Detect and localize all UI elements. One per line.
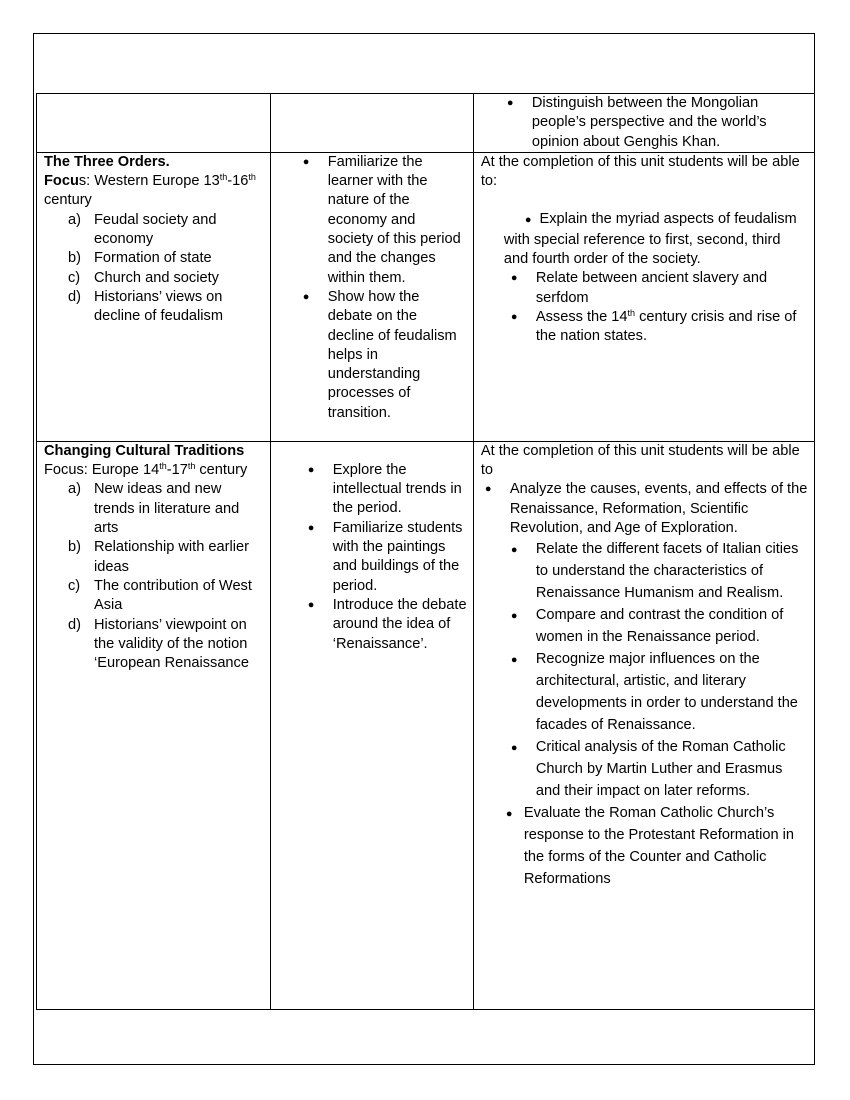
- row2-objectives-cell: [270, 152, 473, 441]
- bullet-icon: ●: [307, 463, 315, 476]
- outcome-item: ● Compare and contrast the condition of women in the Renaissance period.: [510, 607, 784, 646]
- bullet-icon: ●: [505, 808, 513, 821]
- unit-title: Changing Cultural Traditions: [44, 442, 245, 459]
- outcome-text: Distinguish between the Mongolian people’s perspective and the world’s opinion about Genghis Khan.: [531, 95, 767, 150]
- topic-item: d) Historians’ views on decline of feudalism: [68, 288, 223, 325]
- outcome-item: ● Relate between ancient slavery and serfdom: [510, 270, 768, 306]
- topic-item: b) Relationship with earlier ideas: [68, 539, 249, 575]
- outcomes-intro: At the completion of this unit students will be able to: [480, 442, 800, 479]
- objective-item: ● Show how the debate on the decline of feudalism helps in understanding processes of transition.: [302, 288, 457, 421]
- topic-item: a) Feudal society and economy: [68, 211, 217, 248]
- outcome-item: ● Critical analysis of the Roman Catholic Church by Martin Luther and Erasmus and their impact on later reforms.: [510, 739, 786, 800]
- outcome-item: ● Recognize major influences on the architectural, artistic, and literary developments in order to understand the facades of Renaissance.: [510, 651, 798, 734]
- outcomes-intro: At the completion of this unit students will be able to:: [480, 153, 800, 190]
- table-row: [37, 441, 815, 1009]
- row2-outcomes-cell: [473, 152, 814, 441]
- row3-outcomes-cell: [473, 441, 814, 1009]
- row3-topics-cell: [37, 441, 271, 1009]
- bullet-icon: ●: [484, 483, 492, 496]
- bullet-icon: ●: [506, 97, 514, 109]
- bullet-icon: ●: [510, 654, 518, 667]
- bullet-icon: ●: [510, 742, 518, 755]
- unit-title: The Three Orders.: [44, 153, 170, 170]
- outcome-item: ● Explain the myriad aspects of feudalism with special reference to first, second, third and fourth order of the society.: [503, 211, 797, 268]
- outcome-item: ● Relate the different facets of Italian cities to understand the characteristics of Renaissance Humanism and Realism.: [510, 541, 799, 602]
- row2-topics-cell: [37, 152, 271, 441]
- outcome-item: ● Evaluate the Roman Catholic Church’s response to the Protestant Reformation in the forms of the Counter and Catholic Reformations: [505, 805, 795, 888]
- topic-item: c) Church and society: [68, 269, 219, 286]
- bullet-icon: ●: [510, 310, 518, 323]
- bullet-icon: ●: [524, 214, 532, 227]
- objective-item: ● Familiarize the learner with the nature of the economy and society of this period and the changes within them.: [302, 153, 461, 286]
- row1-outcomes-cell: [473, 94, 814, 153]
- unit-focus: Focus: Western Europe 13th-16th century: [44, 172, 256, 209]
- bullet-icon: ●: [510, 544, 518, 557]
- bullet-icon: ●: [302, 155, 310, 168]
- outcome-item: ● Assess the 14th century crisis and rise of the nation states.: [510, 307, 797, 345]
- outcome-item: ● Analyze the causes, events, and effects of the Renaissance, Reformation, Scientific Revolution, and Age of Exploration.: [484, 481, 808, 537]
- bullet-icon: ●: [307, 521, 315, 534]
- bullet-icon: ●: [307, 598, 315, 611]
- objective-item: ● Familiarize students with the paintings and buildings of the period.: [307, 519, 463, 594]
- row1-objectives-cell: [270, 94, 473, 153]
- syllabus-table: [36, 93, 815, 1010]
- row3-objectives-cell: [270, 441, 473, 1009]
- bullet-icon: ●: [510, 610, 518, 623]
- table-row: [37, 94, 815, 153]
- bullet-icon: ●: [302, 290, 310, 303]
- table-row: [37, 152, 815, 441]
- topic-item: b) Formation of state: [68, 250, 212, 267]
- objective-item: ● Explore the intellectual trends in the period.: [307, 461, 462, 517]
- objective-item: ● Introduce the debate around the idea of ‘Renaissance’.: [307, 596, 467, 652]
- bullet-icon: ●: [510, 272, 518, 285]
- unit-focus: Focus: Europe 14th-17th century: [44, 461, 248, 479]
- topic-item: c) The contribution of West Asia: [68, 577, 252, 614]
- row1-topics-cell: [37, 94, 271, 153]
- topic-item: a) New ideas and new trends in literature and arts: [68, 481, 240, 537]
- topic-item: d) Historians’ viewpoint on the validity of the notion ‘European Renaissance: [68, 616, 249, 672]
- list-item: [506, 94, 808, 152]
